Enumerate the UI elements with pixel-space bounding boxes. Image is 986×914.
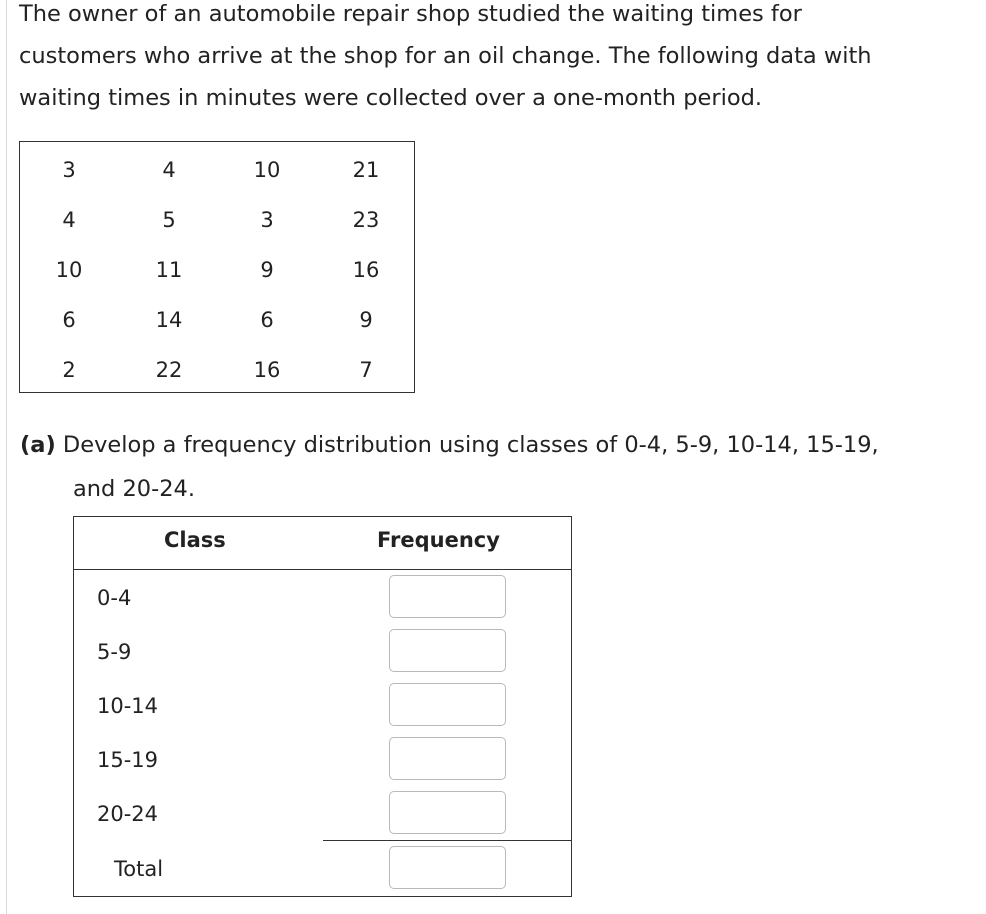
data-cell: 16 [253, 358, 281, 382]
class-label-20-24: 20-24 [97, 802, 159, 826]
data-row-5 [20, 345, 414, 395]
frequency-input-20-24[interactable] [389, 791, 506, 834]
left-border [0, 0, 7, 914]
data-cell: 10 [253, 158, 281, 182]
intro-line-1: The owner of an automobile repair shop studied the waiting times for [19, 1, 802, 27]
question-part-label: (a) [20, 432, 56, 458]
total-row [74, 842, 571, 896]
intro-line-2: customers who arrive at the shop for an oil change. The following data with [19, 43, 872, 69]
class-column-header: Class [164, 528, 226, 552]
frequency-table-header [74, 517, 571, 570]
data-cell: 6 [62, 308, 76, 332]
data-cell: 9 [260, 258, 274, 282]
question-text-line-2: and 20-24. [73, 476, 196, 502]
frequency-input-15-19[interactable] [389, 737, 506, 780]
table-row [74, 787, 571, 841]
frequency-input-0-4[interactable] [389, 575, 506, 618]
data-row-3 [20, 245, 414, 295]
frequency-column-header: Frequency [377, 528, 500, 552]
data-cell: 4 [162, 158, 176, 182]
question-a [20, 423, 970, 511]
frequency-distribution-table [73, 516, 572, 897]
data-cell: 16 [352, 258, 380, 282]
data-cell: 10 [55, 258, 83, 282]
class-label-0-4: 0-4 [97, 586, 132, 610]
class-label-5-9: 5-9 [97, 640, 132, 664]
data-cell: 6 [260, 308, 274, 332]
table-row [74, 625, 571, 679]
data-cell: 4 [62, 208, 76, 232]
data-cell: 3 [62, 158, 76, 182]
data-cell: 11 [155, 258, 183, 282]
data-cell: 9 [359, 308, 373, 332]
data-cell: 3 [260, 208, 274, 232]
data-row-4 [20, 295, 414, 345]
data-row-2 [20, 195, 414, 245]
class-label-10-14: 10-14 [97, 694, 159, 718]
data-cell: 5 [162, 208, 176, 232]
data-cell: 7 [359, 358, 373, 382]
total-divider [323, 840, 572, 841]
data-row-1 [20, 145, 414, 195]
waiting-times-table [19, 141, 415, 393]
table-row [74, 571, 571, 625]
table-row [74, 733, 571, 787]
class-label-15-19: 15-19 [97, 748, 159, 772]
frequency-input-5-9[interactable] [389, 629, 506, 672]
data-cell: 23 [352, 208, 380, 232]
data-cell: 14 [155, 308, 183, 332]
frequency-input-10-14[interactable] [389, 683, 506, 726]
frequency-input-total[interactable] [389, 846, 506, 889]
question-text-line-1: Develop a frequency distribution using classes of 0-4, 5-9, 10-14, 15-19, [55, 432, 879, 458]
intro-line-3: waiting times in minutes were collected over a one-month period. [19, 85, 763, 111]
problem-intro [19, 0, 969, 119]
total-label: Total [114, 857, 164, 881]
table-row [74, 679, 571, 733]
data-cell: 2 [62, 358, 76, 382]
data-cell: 22 [155, 358, 183, 382]
data-cell: 21 [352, 158, 380, 182]
